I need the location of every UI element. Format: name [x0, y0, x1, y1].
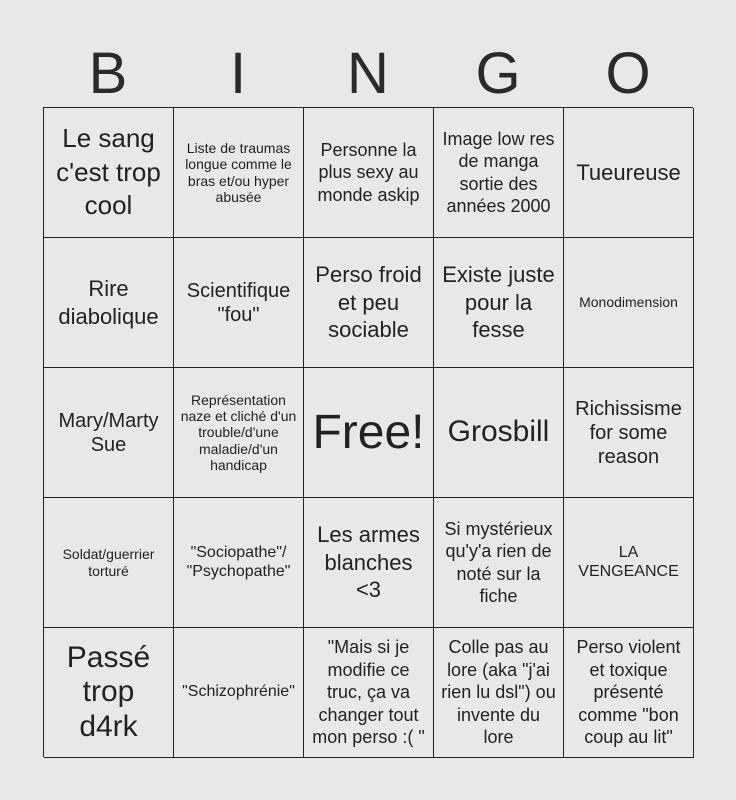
bingo-cell[interactable]: Le sang c'est trop cool — [44, 108, 174, 238]
bingo-cell[interactable]: Les armes blanches <3 — [304, 498, 434, 628]
bingo-grid — [43, 107, 693, 757]
bingo-cell[interactable]: Soldat/guerrier torturé — [44, 498, 174, 628]
bingo-cell[interactable]: Personne la plus sexy au monde askip — [304, 108, 434, 238]
bingo-cell[interactable]: Mary/Marty Sue — [44, 368, 174, 498]
bingo-header — [43, 40, 693, 108]
header-letter-b: B — [88, 41, 128, 106]
bingo-cell[interactable]: Grosbill — [434, 368, 564, 498]
bingo-cell[interactable]: Si mystérieux qu'y'a rien de noté sur la fiche — [434, 498, 564, 628]
free-space-cell[interactable]: Free! — [304, 368, 434, 498]
bingo-cell[interactable]: Passé trop d4rk — [44, 628, 174, 758]
header-letter-o: O — [605, 41, 651, 106]
bingo-cell[interactable]: Scientifique "fou" — [174, 238, 304, 368]
bingo-cell[interactable]: Perso violent et toxique présenté comme "bon coup au lit" — [564, 628, 694, 758]
bingo-cell[interactable]: Rire diabolique — [44, 238, 174, 368]
bingo-cell[interactable]: Représentation naze et cliché d'un trouble/d'une maladie/d'un handicap — [174, 368, 304, 498]
bingo-cell[interactable]: "Mais si je modifie ce truc, ça va changer tout mon perso :( " — [304, 628, 434, 758]
bingo-cell[interactable]: Tueureuse — [564, 108, 694, 238]
bingo-cell[interactable]: Existe juste pour la fesse — [434, 238, 564, 368]
bingo-cell[interactable]: Colle pas au lore (aka "j'ai rien lu dsl") ou invente du lore — [434, 628, 564, 758]
bingo-cell[interactable]: Image low res de manga sortie des années 2000 — [434, 108, 564, 238]
header-letter-g: G — [475, 41, 521, 106]
bingo-cell[interactable]: "Sociopathe"/ "Psychopathe" — [174, 498, 304, 628]
bingo-cell[interactable]: LA VENGEANCE — [564, 498, 694, 628]
bingo-cell[interactable]: Perso froid et peu sociable — [304, 238, 434, 368]
bingo-cell[interactable]: Monodimension — [564, 238, 694, 368]
bingo-cell[interactable]: "Schizophrénie" — [174, 628, 304, 758]
bingo-cell[interactable]: Richissisme for some reason — [564, 368, 694, 498]
header-letter-i: I — [229, 41, 247, 106]
header-letter-n: N — [347, 41, 389, 106]
bingo-cell[interactable]: Liste de traumas longue comme le bras et/ou hyper abusée — [174, 108, 304, 238]
